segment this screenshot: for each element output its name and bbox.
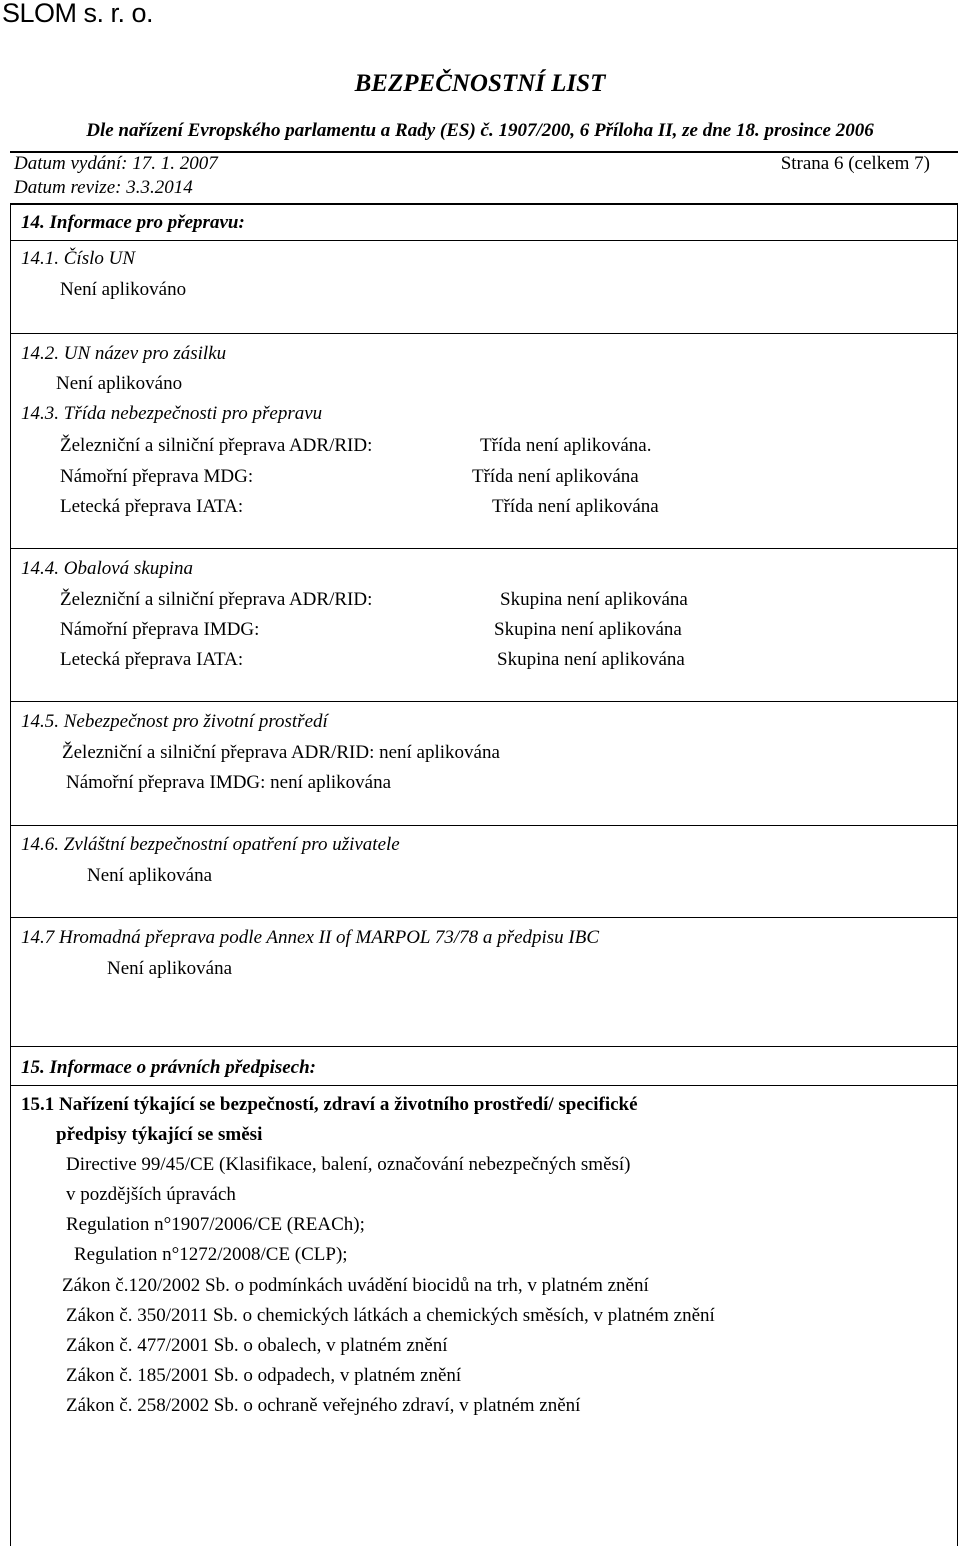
divider <box>10 825 958 826</box>
section-14-4-value-rail: Skupina není aplikována <box>500 589 688 610</box>
section-14-7-title: 14.7 Hromadná přeprava podle Annex II of MARPOL 73/78 a předpisu IBC <box>21 927 600 948</box>
divider <box>10 917 958 918</box>
header-bottom-rule <box>10 203 958 205</box>
section-15-heading: 15. Informace o právních předpisech: <box>21 1057 317 1078</box>
document-title: BEZPEČNOSTNÍ LIST <box>354 70 606 97</box>
section-15-1-title-line2: předpisy týkající se směsi <box>56 1124 263 1145</box>
divider <box>10 548 958 549</box>
divider <box>10 1046 958 1047</box>
section-14-6-value: Není aplikována <box>87 865 213 886</box>
frame-right-border <box>957 203 958 1546</box>
section-14-3-value-rail: Třída není aplikována. <box>480 435 652 456</box>
section-14-7-value: Není aplikována <box>107 958 233 979</box>
regulation-item: Zákon č. 185/2001 Sb. o odpadech, v platném znění <box>66 1365 462 1386</box>
section-14-4-label-air: Letecká přeprava IATA: <box>60 649 244 670</box>
regulation-item: Directive 99/45/CE (Klasifikace, balení, označování nebezpečných směsí) <box>66 1154 631 1175</box>
regulation-item: Regulation n°1272/2008/CE (CLP); <box>74 1244 348 1265</box>
company-name: SLOM s. r. o. <box>2 0 154 28</box>
section-14-3-value-air: Třída není aplikována <box>492 496 659 517</box>
section-14-4-label-rail: Železniční a silniční přeprava ADR/RID: <box>60 589 373 610</box>
section-14-heading: 14. Informace pro přepravu: <box>21 212 245 233</box>
section-14-3-label-rail: Železniční a silniční přeprava ADR/RID: <box>60 435 373 456</box>
regulation-item: Zákon č. 350/2011 Sb. o chemických látkách a chemických směsích, v platném znění <box>66 1305 715 1326</box>
regulation-item: Zákon č. 477/2001 Sb. o obalech, v platném znění <box>66 1335 448 1356</box>
regulation-item: Zákon č.120/2002 Sb. o podmínkách uvádění biocidů na trh, v platném znění <box>62 1275 649 1296</box>
regulation-item: Zákon č. 258/2002 Sb. o ochraně veřejného zdraví, v platném znění <box>66 1395 581 1416</box>
section-14-4-value-air: Skupina není aplikována <box>497 649 685 670</box>
section-14-5-line-rail: Železniční a silniční přeprava ADR/RID: není aplikována <box>62 742 500 763</box>
regulation-item: Regulation n°1907/2006/CE (REACh); <box>66 1214 365 1235</box>
section-14-4-label-sea: Námořní přeprava IMDG: <box>60 619 260 640</box>
divider <box>10 701 958 702</box>
section-14-4-value-sea: Skupina není aplikována <box>494 619 682 640</box>
section-14-2-value: Není aplikováno <box>56 373 183 394</box>
section-14-3-value-sea: Třída není aplikována <box>472 466 639 487</box>
section-15-1-title-line1: 15.1 Nařízení týkající se bezpečností, zdraví a životního prostředí/ specifické <box>21 1094 638 1115</box>
regulation-line: Dle nařízení Evropského parlamentu a Rady (ES) č. 1907/200, 6 Příloha II, ze dne 18. prosince 2006 <box>86 120 874 141</box>
section-14-5-line-sea: Námořní přeprava IMDG: není aplikována <box>66 772 392 793</box>
section-14-3-label-sea: Námořní přeprava MDG: <box>60 466 254 487</box>
divider <box>10 240 958 241</box>
section-14-5-title: 14.5. Nebezpečnost pro životní prostředí <box>21 711 328 732</box>
section-14-6-title: 14.6. Zvláštní bezpečnostní opatření pro uživatele <box>21 834 400 855</box>
section-14-4-title: 14.4. Obalová skupina <box>21 558 194 579</box>
frame-left-border <box>10 203 11 1546</box>
divider <box>10 1085 958 1086</box>
issue-date: Datum vydání: 17. 1. 2007 <box>14 153 218 174</box>
divider <box>10 333 958 334</box>
revision-date: Datum revize: 3.3.2014 <box>14 177 193 198</box>
section-14-1-title: 14.1. Číslo UN <box>21 248 136 269</box>
section-14-1-value: Není aplikováno <box>60 279 187 300</box>
section-14-2-title: 14.2. UN název pro zásilku <box>21 343 227 364</box>
section-14-3-title: 14.3. Třída nebezpečnosti pro přepravu <box>21 403 323 424</box>
section-14-3-label-air: Letecká přeprava IATA: <box>60 496 244 517</box>
page-number: Strana 6 (celkem 7) <box>780 153 930 174</box>
regulation-item: v pozdějších úpravách <box>66 1184 236 1205</box>
